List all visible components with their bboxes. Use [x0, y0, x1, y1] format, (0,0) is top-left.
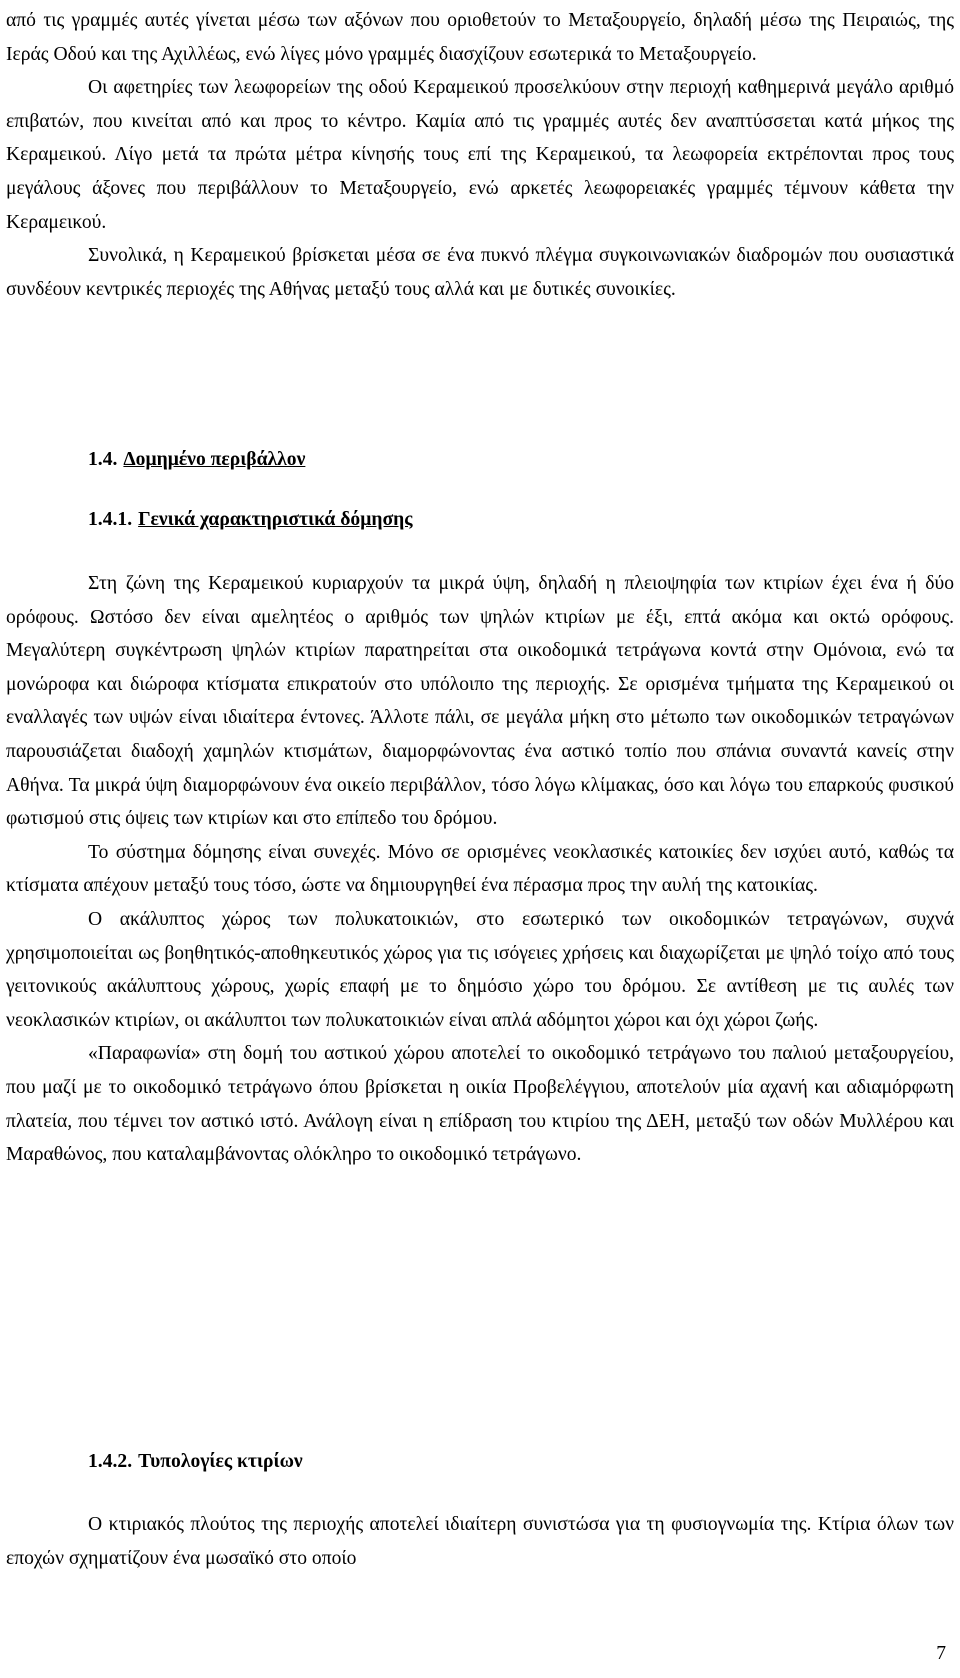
section-title: Δομημένο περιβάλλον [123, 449, 306, 470]
page-number: 7 [936, 1643, 946, 1664]
intro-paragraph-2: Οι αφετηρίες των λεωφορείων της οδού Κεραμεικού προσελκύουν στην περιοχή καθημερινά μεγάλο αριθμό επιβατών, που κινείται από και προς το κέντρο. Καμία από τις γραμμές αυτές δεν αναπτύσσεται κατά μήκος της Κεραμεικού. Λίγο μετά τα πρώτα μέτρα κίνησής τους επί της Κεραμεικού, τα λεωφορεία εκτρέπονται προς τους μεγάλους άξονες που περιβάλλουν το Μεταξουργείο, ενώ αρκετές λεωφορειακές γραμμές τέμνουν κάθετα την Κεραμεικού. [6, 77, 954, 233]
section-number: 1.4. [88, 449, 118, 470]
intro-paragraph-3: Συνολικά, η Κεραμεικού βρίσκεται μέσα σε ένα πυκνό πλέγμα συγκοινωνιακών διαδρομών που ουσιαστικά συνδέουν κεντρικές περιοχές της Αθήνας μεταξύ τους αλλά και με δυτικές συνοικίες. [6, 245, 954, 300]
body-paragraph: Ο ακάλυπτος χώρος των πολυκατοικιών, στο εσωτερικό των οικοδομικών τετραγώνων, συχνά χρησιμοποιείται ως βοηθητικός-αποθηκευτικός χώρος για τις ισόγειες χρήσεις και διαχωρίζεται με ψηλό τοίχο από τους γειτονικούς ακάλυπτους χώρους, χωρίς επαφή με το δημόσιο χώρο του δρόμου. Σε αντίθεση με τις αυλές των νεοκλασικών κτιρίων, οι ακάλυπτοι των πολυκατοικιών είναι απλά αδόμητοι χώροι και όχι χώροι ζωής. [6, 908, 954, 1031]
section-title: Γενικά χαρακτηριστικά δόμησης [138, 509, 413, 530]
section-heading-1-4-2 [6, 1445, 303, 1479]
body-paragraph: «Παραφωνία» στη δομή του αστικού χώρου αποτελεί το οικοδομικό τετράγωνο του παλιού μεταξουργείου, που μαζί με το οικοδομικό τετράγωνο όπου βρίσκεται η οικία Προβελέγγιου, αποτελούν μία αχανή και αδιαμόρφωτη πλατεία, που τέμνει τον αστικό ιστό. Ανάλογη είναι η επίδραση του κτιρίου της ΔΕΗ, μεταξύ των οδών Μυλλέρου και Μαραθώνος, που καταλαμβάνοντας ολόκληρο το οικοδομικό τετράγωνο. [6, 1043, 954, 1166]
intro-section [6, 4, 954, 306]
section-title: Τυπολογίες κτιρίων [138, 1451, 303, 1472]
section-number: 1.4.2. [88, 1451, 133, 1472]
intro-paragraph-1: από τις γραμμές αυτές γίνεται μέσω των αξόνων που οριοθετούν το Μεταξουργείο, δηλαδή μέσω της Πειραιώς, της Ιεράς Οδού και της Αχιλλέως, ενώ λίγες μόνο γραμμές διασχίζουν εσωτερικά το Μεταξουργείο. [6, 10, 954, 65]
section-heading-1-4 [6, 443, 305, 477]
section-number: 1.4.1. [88, 509, 133, 530]
body-paragraph: Ο κτιριακός πλούτος της περιοχής αποτελεί ιδιαίτερη συνιστώσα για τη φυσιογνωμία της. Κτίρια όλων των εποχών σχηματίζουν ένα μωσαϊκό στο οποίο [6, 1514, 954, 1569]
section-heading-1-4-1 [6, 503, 413, 537]
section-1-4-2-body [6, 1508, 954, 1575]
section-1-4-1-body [6, 567, 954, 1172]
body-paragraph: Στη ζώνη της Κεραμεικού κυριαρχούν τα μικρά ύψη, δηλαδή η πλειοψηφία των κτιρίων έχει ένα ή δύο ορόφους. Ωστόσο δεν είναι αμελητέος ο αριθμός των ψηλών κτιρίων με έξι, επτά ακόμα και οκτώ ορόφους. Μεγαλύτερη συγκέντρωση ψηλών κτιρίων παρατηρείται στα οικοδομικά τετράγωνα κοντά στην Ομόνοια, ενώ τα μονώροφα και διώροφα κτίσματα επικρατούν στο υπόλοιπο της περιοχής. Σε ορισμένα τμήματα της Κεραμεικού οι εναλλαγές των υψών είναι ιδιαίτερα έντονες. Άλλοτε πάλι, σε μεγάλα μήκη στο μέτωπο των οικοδομικών τετραγώνων παρουσιάζεται διαδοχή χαμηλών κτισμάτων, διαμορφώνοντας ένα αστικό τοπίο που σπάνια συναντά κανείς στην Αθήνα. Τα μικρά ύψη διαμορφώνουν ένα οικείο περιβάλλον, τόσο λόγω κλίμακας, όσο και λόγω του επαρκούς φυσικού φωτισμού στις όψεις των κτιρίων και στο επίπεδο του δρόμου. [6, 573, 954, 830]
body-paragraph: Το σύστημα δόμησης είναι συνεχές. Μόνο σε ορισμένες νεοκλασικές κατοικίες δεν ισχύει αυτό, καθώς τα κτίσματα απέχουν μεταξύ τους τόσο, ώστε να δημιουργηθεί ένα πέρασμα προς την αυλή της κατοικίας. [6, 841, 954, 897]
